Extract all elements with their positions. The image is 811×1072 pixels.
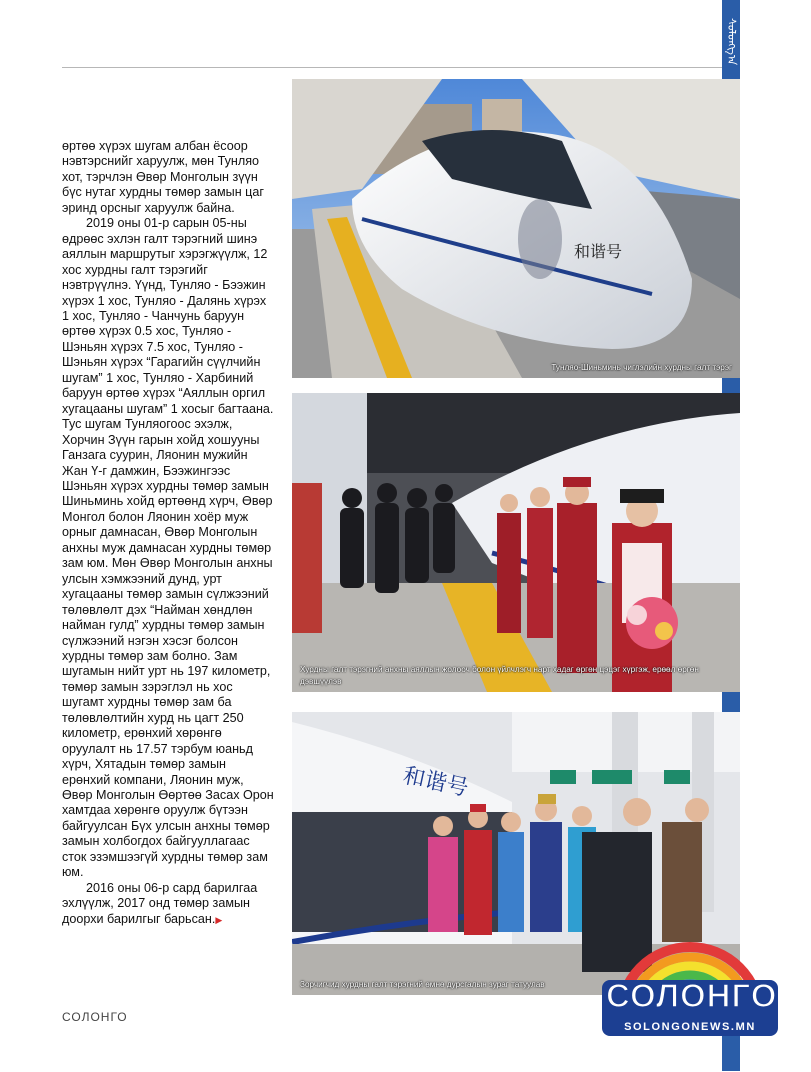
photo-train-platform [292,79,740,378]
article-column [62,139,274,928]
article-paragraph: өртөө хүрэх шугам албан ёсоор нэвтэрснийг харуулж, мөн Тунляо хот, тэрчлэн Өвөр Монголын зүүн бүс нутаг хурдны төмөр замын цаг эринд орсныг харуулж байна. [62,139,264,215]
article-paragraph-text: 2016 оны 06-р сард барилгаа эхлүүлж, 2017 онд төмөр замын доорхи барилгыг барьсан. [62,880,258,926]
header-rule [62,67,722,68]
logo-wordmark: СОЛОНГО [606,977,778,1014]
magazine-tab-mongolian-script: ᠰᠣᠯᠣᠩᠭ᠎ᠠ [725,18,738,66]
logo-website: SOLONGONEWS.MN [624,1021,756,1033]
photo-welcome-ceremony [292,393,740,692]
end-of-article-icon: ▶ [215,914,223,925]
photo-caption: Зорчигчид хурдны галт тэрэгний өмнө дурсгалын зураг татуулав [300,980,545,989]
solongo-logo [598,922,782,1072]
train-logo-text: 和谐号 [400,763,471,802]
footer-magazine-label: СОЛОНГО [62,1010,128,1024]
photo-caption: Тунляо-Шиньминь чиглэлийн хурдны галт тэрэг [551,363,732,372]
welcome-ceremony-image [292,393,740,692]
article-paragraph: 2019 оны 01-р сарын 05-ны өдрөөс эхлэн галт тэрэгний шинэ аяллын маршрутыг хэрэгжүүлж, 12 хос хурдны галт тэрэгийг нэвтрүүлнэ. Үүнд, Тунляо - Бээжин хүрэх 1 хос, Тунляо - Далянь хүрэх 1 хос, Тунляо - Чанчунь баруун өртөө хүрэх 0.5 хос, Тунляо - Шэньян хүрэх 7.5 хос, Тунляо - Шэньян хүрэх “Гарагийн сүүлчийн шугам” 1 хос, Тунляо - Харбиний баруун өртөө хүрэх “Аяллын оргил хугацааны шугам” 1 хосыг багтаана. Тус шугам Тунляогоос эхэлж, Хорчин Зүүн гарын хойд хошууны Ганзага суурин, Ляонин мужийн Жан Ү-г дамжин, Бээжингээс Шэньян хүрэх хурдны төмөр замын Шиньминь хойд өртөөнд хүрч, Өвөр Монгол болон Ляонин хоёр муж орныг дамнасан, Өвөр Монголын анхны муж дамнасан хурдны төмөр зам юм. Мөн Өвөр Монголын анхны улсын хэмжээний дунд, урт хугацааны төмөр замын сүлжээний төлөвлөлт дэх “Найман хөндлөн найман гулд” хурдны төмөр замын сүлжээний нэгэн хэсэг болсон хурдны төмөр зам болно. Зам шугамын нийт урт нь 197 километр, төмөр замын зэрэглэл нь хос шугамт хурдны төмөр зам ба төлөвлөлтийн хурд нь цагт 250 километр, ерөнхий хөрөнгө оруулалт нь 17.57 тэрбум юаньд хүрч, Хятадын төмөр замын ерөнхий компани, Ляонин муж, Өвөр Монголын Өөртөө Засах Орон хамтдаа хөрөнгө оруулж бүтээн байгуулсан Бүх улсын анхны төмөр замын холбогдох байгууллагаас сток эзэмшээгүй хурдны төмөр зам юм. [62,216,274,880]
photo-caption: Хурдны галт тэрэгний анхны аяллын жолооч болон үйлчлэгч нарт хадаг өргөн цэцэг хүргэж, ерөөл өргөн дэвшүүлэв [300,665,699,686]
train-logo-text: 和谐号 [574,242,623,261]
article-paragraph [62,881,274,928]
train-platform-image [292,79,740,378]
